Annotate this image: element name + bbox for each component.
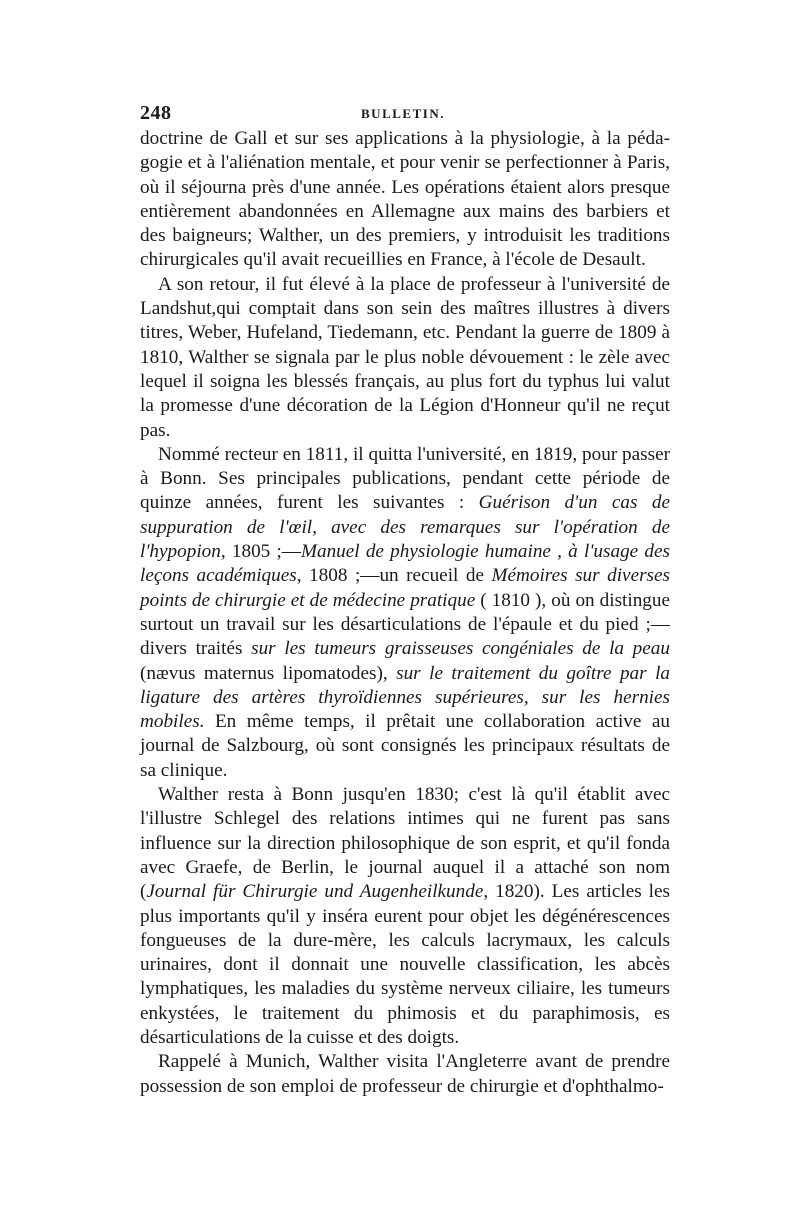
paragraph-4-text: Walther resta à Bonn jusqu'en 1830; c'est là qu'il établit avec l'illustre Schlegel des relations intimes qui ne furent pas sans influence sur la direction philosophique de son esprit, et qu'il fonda avec Graefe, de Berlin, le journal auquel il a attaché son nom (	[140, 784, 670, 903]
page-header	[140, 102, 670, 128]
paragraph-3-text: (nævus maternus lipomatodes),	[140, 662, 397, 684]
paragraph-3-text: , 1808 ;—un recueil de	[296, 565, 492, 587]
treatise-title-goitre: sur le traitement du goître par la ligature des artères thyroïdiennes supérieures, sur les hernies mobiles.	[140, 662, 670, 733]
treatise-title-tumeurs: sur les tumeurs graisseuses congéniales de la peau	[251, 638, 670, 660]
paragraph-1	[140, 127, 670, 273]
paragraph-4	[140, 783, 670, 1050]
body-text	[140, 127, 670, 1099]
page-number: 248	[140, 102, 172, 124]
paragraph-3-text: , 1805 ;—	[220, 541, 301, 563]
paragraph-3-text: ( 1810 ), où on distingue surtout un travail sur les désarticulations de l'épaule et du pied ;—divers traités	[140, 589, 670, 660]
paragraph-1-text: doctrine de Gall et sur ses applications à la physiologie, à la péda-gogie et à l'aliénation mentale, et pour venir se perfectionner à Paris, où il séjourna près d'une année. Les opérations étaient alors presque entièrement abandonnées en Allemagne aux mains des barbiers et des baigneurs; Walther, un des premiers, y introduisit les traditions chirurgicales qu'il avait recueillies en France, à l'école de Desault.	[140, 128, 670, 271]
paragraph-3-text: En même temps, il prêtait une collaboration active au journal de Salzbourg, où sont consignés les principaux résultats de sa clinique.	[140, 711, 670, 781]
paragraph-2-text: A son retour, il fut élevé à la place de professeur à l'université de Landshut,qui comptait dans son sein des maîtres illustres à divers titres, Weber, Hufeland, Tiedemann, etc. Pendant la guerre de 1809 à 1810, Walther se signala par le plus noble dévouement : le zèle avec lequel il soigna les blessés français, au plus fort du typhus lui valut la promesse d'une décoration de la Légion d'Honneur qu'il ne reçut pas.	[140, 273, 670, 441]
book-title-manuel: Manuel de physiologie humaine , à l'usage des leçons académiques	[140, 541, 670, 587]
paragraph-3	[140, 443, 670, 783]
paragraph-4-text: , 1820). Les articles les plus importants qu'il y inséra eurent pour objet les dégénérescences fongueuses de la dure-mère, les calculs lacrymaux, les calculs urinaires, dont il donnait une nouvelle classification, les abcès lymphatiques, les maladies du système nerveux ciliaire, les tumeurs enkystées, le traitement du phimosis et du paraphimosis, es désarticulations de la cuisse et des doigts.	[140, 881, 670, 1048]
paragraph-5-text: Rappelé à Munich, Walther visita l'Angleterre avant de prendre possession de son emploi de professeur de chirurgie et d'ophthalmo-	[140, 1051, 670, 1097]
book-title-memoires: Mémoires sur diverses points de chirurgie et de médecine pratique	[140, 565, 670, 611]
running-head: BULLETIN.	[361, 106, 445, 121]
journal-title: Journal für Chirurgie und Augenheilkunde	[146, 881, 484, 903]
paragraph-3-text: Nommé recteur en 1811, il quitta l'université, en 1819, pour passer à Bonn. Ses principales publications, pendant cette période de quinze années, furent les suivantes :	[140, 443, 670, 514]
book-title-guerison: Guérison d'un cas de suppuration de l'œil, avec des remarques sur l'opération de l'hypopion	[140, 492, 670, 563]
paragraph-2	[140, 273, 670, 443]
paragraph-5	[140, 1050, 670, 1099]
